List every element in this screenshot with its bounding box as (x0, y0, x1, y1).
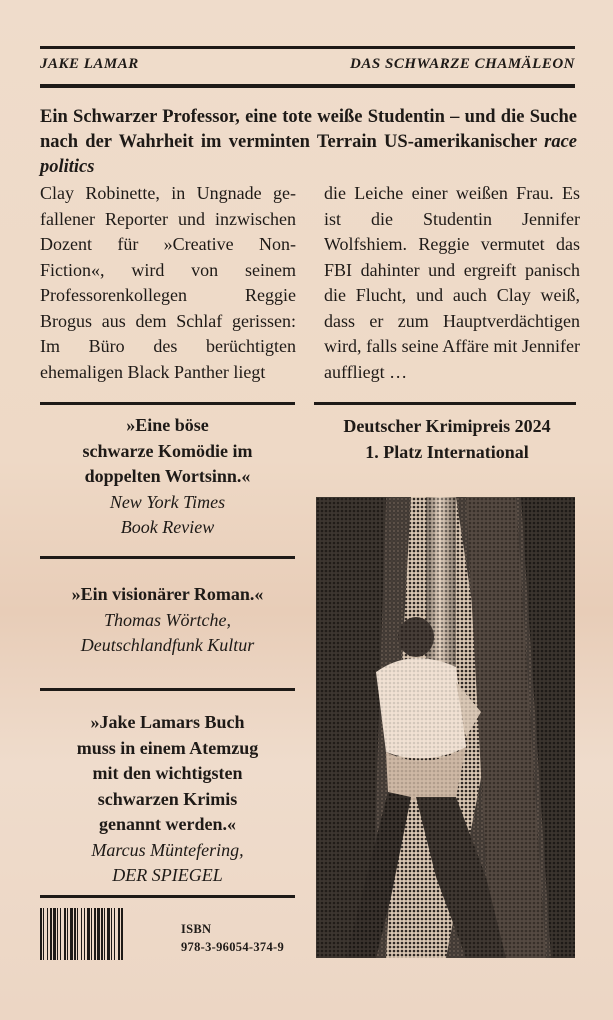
quote-line: »Ein visionärer Roman.« (71, 584, 264, 604)
quote-nyt (40, 413, 295, 541)
quote-source: Book Review (120, 517, 215, 537)
book-title: DAS SCHWARZE CHAMÄLEON (350, 56, 575, 72)
top-rule-thick (40, 46, 575, 49)
isbn-label: ISBN (181, 922, 212, 936)
award-line-2: 1. Platz International (365, 441, 529, 462)
blurb-column-1: Clay Robinette, in Ungnade gefallener Reporter und inzwischen Dozent für »Creative Non-Fiction«, wird von seinem Professorenkollegen Reggie Brogus aus dem Schlaf gerissen: Im Büro des berüchtigten ehemaligen Black Panther liegt (40, 183, 296, 382)
quote-line: schwarze Komödie im (82, 440, 253, 461)
quote-spiegel (40, 710, 295, 889)
quote-source: Deutschlandfunk Kultur (80, 635, 255, 655)
quote-line: doppelten Wortsinn.« (84, 466, 251, 486)
quote-source: New York Times (109, 491, 226, 512)
divider-left-3 (40, 688, 295, 691)
quote-line: schwarzen Krimis (97, 788, 238, 809)
quote-line: »Jake Lamars Buch (90, 712, 245, 732)
blurb-columns (40, 181, 580, 385)
top-rule-bottom (40, 84, 575, 88)
divider-left-2 (40, 556, 295, 559)
quote-source: Marcus Müntefering, (91, 839, 244, 860)
blurb-column-2: die Leiche einer weißen Frau. Es ist die Studentin Jennifer Wolfshiem. Reggie vermutet das FBI dahinter und ergreift panisch die Flucht, und auch Clay weiß, dass er zum Hauptverdächtigen wird, falls seine Affäre mit Jennifer auffliegt … (324, 183, 580, 382)
quote-line: genannt werden.« (98, 814, 236, 834)
award-box (312, 414, 582, 465)
quote-line: mit den wichtigsten (92, 763, 243, 783)
isbn-number: 978-3-96054-374-9 (181, 940, 285, 954)
cover-photo (316, 497, 575, 958)
award-line-1: Deutscher Krimipreis 2024 (343, 416, 551, 436)
halftone-figure-illustration (316, 497, 575, 958)
divider-left-4 (40, 895, 295, 898)
quote-source: Thomas Wörtche, (104, 609, 231, 630)
lead-paragraph: Ein Schwarzer Professor, eine tote weiße Studentin – und die Suche nach der Wahrheit im verminten Terrain US-amerikanischer race politics (40, 107, 577, 177)
divider-left-1 (40, 402, 295, 405)
divider-right-1 (314, 402, 576, 405)
isbn-block (181, 920, 284, 956)
isbn-barcode (40, 908, 172, 960)
quote-line: »Eine böse (126, 415, 209, 435)
author-name: JAKE LAMAR (40, 56, 139, 72)
quote-source: DER SPIEGEL (112, 865, 223, 885)
header-row (40, 56, 575, 73)
barcode-stripe (123, 908, 124, 960)
quote-dlf (40, 582, 295, 659)
lead-emphasis: race politics (40, 132, 577, 177)
quote-line: muss in einem Atemzug (76, 737, 259, 758)
